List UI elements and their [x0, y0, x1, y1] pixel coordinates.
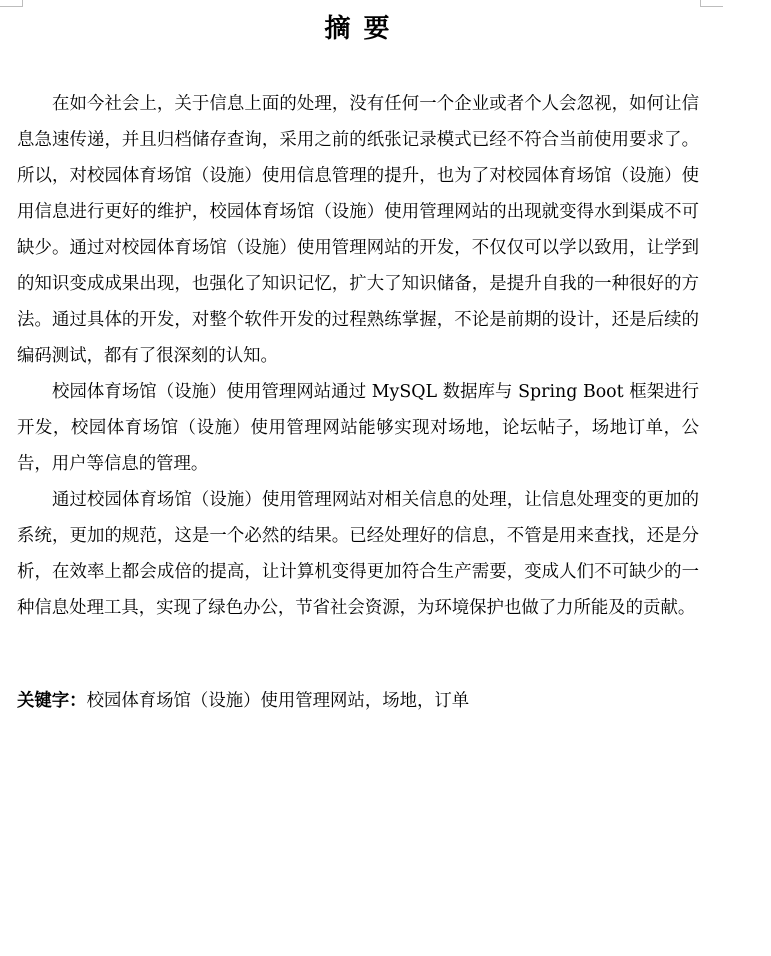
- abstract-title: 摘 要: [324, 14, 392, 44]
- page-corner-mark-right: [700, 0, 723, 7]
- keywords-label: 关键字：: [17, 691, 87, 711]
- page-corner-mark-left: [0, 0, 23, 7]
- keywords-line: [17, 686, 699, 716]
- abstract-paragraph-3: 通过校园体育场馆（设施）使用管理网站对相关信息的处理，让信息处理变的更加的系统，更加的规范，这是一个必然的结果。已经处理好的信息，不管是用来查找，还是分析，在效率上都会成倍的提高，让计算机变得更加符合生产需要，变成人们不可缺少的一种信息处理工具，实现了绿色办公，节省社会资源，为环境保护也做了力所能及的贡献。: [17, 490, 699, 618]
- keywords-text: 校园体育场馆（设施）使用管理网站，场地，订单: [86, 691, 470, 711]
- abstract-body: [17, 86, 699, 626]
- abstract-paragraph-2: 校园体育场馆（设施）使用管理网站通过 MySQL 数据库与 Spring Boot 框架进行开发，校园体育场馆（设施）使用管理网站能够实现对场地，论坛帖子，场地订单，公告，用户等信息的管理。: [17, 382, 699, 474]
- abstract-paragraph-1: 在如今社会上，关于信息上面的处理，没有任何一个企业或者个人会忽视，如何让信息急速传递，并且归档储存查询，采用之前的纸张记录模式已经不符合当前使用要求了。所以，对校园体育场馆（设施）使用信息管理的提升，也为了对校园体育场馆（设施）使用信息进行更好的维护，校园体育场馆（设施）使用管理网站的出现就变得水到渠成不可缺少。通过对校园体育场馆（设施）使用管理网站的开发，不仅仅可以学以致用，让学到的知识变成成果出现，也强化了知识记忆，扩大了知识储备，是提升自我的一种很好的方法。通过具体的开发，对整个软件开发的过程熟练掌握，不论是前期的设计，还是后续的编码测试，都有了很深刻的认知。: [17, 94, 699, 366]
